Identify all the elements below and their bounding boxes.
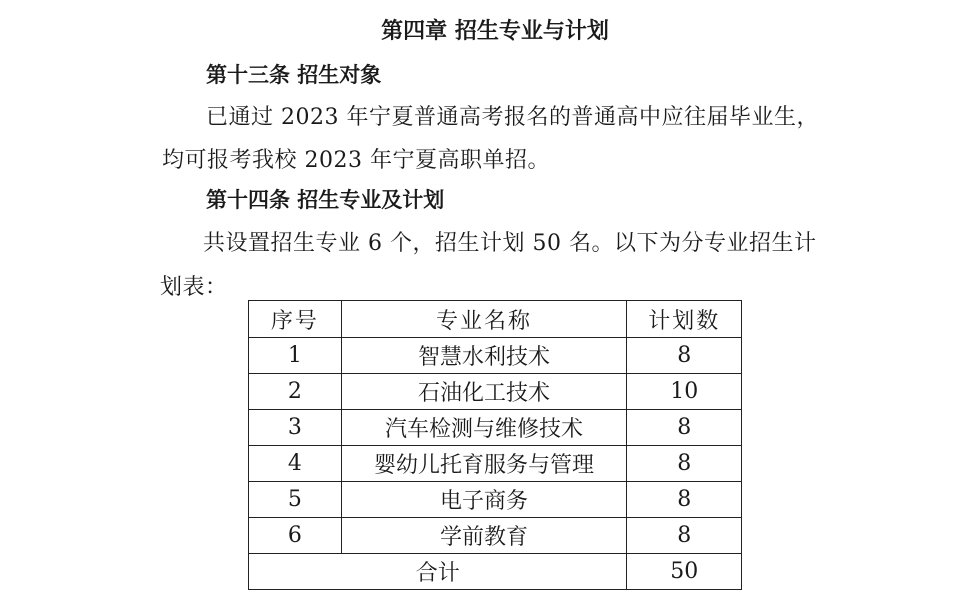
header-major-name: 专业名称 bbox=[341, 301, 627, 338]
enrollment-plan-table bbox=[248, 300, 742, 590]
article-14-text-line-2: 划表： bbox=[160, 275, 228, 300]
row-plan-count: 8 bbox=[627, 338, 742, 374]
table-row bbox=[249, 338, 742, 374]
row-plan-count: 8 bbox=[627, 410, 742, 446]
row-major-name: 电子商务 bbox=[341, 482, 627, 518]
chapter-title: 第四章 招生专业与计划 bbox=[381, 19, 609, 44]
article-14-heading: 第十四条 招生专业及计划 bbox=[206, 188, 445, 212]
row-index: 5 bbox=[249, 482, 342, 518]
table-row bbox=[249, 518, 742, 554]
row-index: 4 bbox=[249, 446, 342, 482]
table-total-row bbox=[249, 554, 742, 590]
row-major-name: 石油化工技术 bbox=[341, 374, 627, 410]
article-13-heading: 第十三条 招生对象 bbox=[206, 63, 382, 87]
article-14-text-line-1: 共设置招生专业 6 个，招生计划 50 名。以下为分专业招生计 bbox=[203, 231, 817, 256]
row-major-name: 汽车检测与维修技术 bbox=[341, 410, 627, 446]
row-plan-count: 8 bbox=[627, 446, 742, 482]
header-plan-count: 计划数 bbox=[627, 301, 742, 338]
row-plan-count: 8 bbox=[627, 518, 742, 554]
row-index: 3 bbox=[249, 410, 342, 446]
row-major-name: 婴幼儿托育服务与管理 bbox=[341, 446, 627, 482]
table-header-row bbox=[249, 301, 742, 338]
header-index: 序号 bbox=[249, 301, 342, 338]
row-plan-count: 8 bbox=[627, 482, 742, 518]
table-row bbox=[249, 374, 742, 410]
row-major-name: 学前教育 bbox=[341, 518, 627, 554]
row-index: 6 bbox=[249, 518, 342, 554]
row-plan-count: 10 bbox=[627, 374, 742, 410]
table-row bbox=[249, 446, 742, 482]
row-major-name: 智慧水利技术 bbox=[341, 338, 627, 374]
article-13-text-line-2: 均可报考我校 2023 年宁夏高职单招。 bbox=[162, 148, 550, 173]
total-label: 合计 bbox=[249, 554, 627, 590]
table-row bbox=[249, 410, 742, 446]
total-value: 50 bbox=[627, 554, 742, 590]
row-index: 1 bbox=[249, 338, 342, 374]
table-row bbox=[249, 482, 742, 518]
row-index: 2 bbox=[249, 374, 342, 410]
article-13-text-line-1: 已通过 2023 年宁夏普通高考报名的普通高中应往届毕业生， bbox=[206, 105, 819, 130]
